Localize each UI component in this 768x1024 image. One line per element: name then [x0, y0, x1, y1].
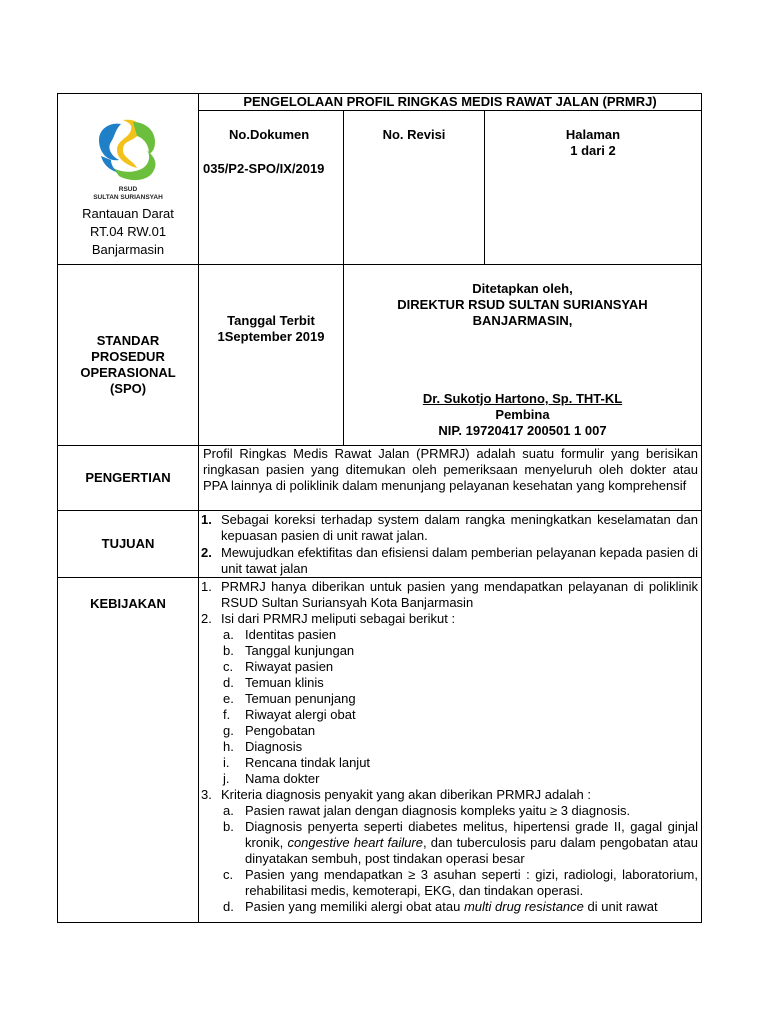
halaman-value: 1 dari 2 — [570, 143, 616, 158]
spo-document — [57, 93, 701, 923]
sublist-letter: e. — [223, 691, 234, 706]
tanggal-terbit-value: 1September 2019 — [217, 329, 325, 344]
sublist-item — [199, 659, 698, 675]
logo-cell — [58, 94, 199, 265]
address-line-2: RT.04 RW.01 — [89, 224, 167, 239]
list-item — [199, 579, 698, 611]
list-item — [199, 512, 698, 544]
criteria-letter: c. — [223, 867, 234, 882]
spo-label-cell — [58, 265, 199, 446]
sublist-text: Tanggal kunjungan — [245, 643, 355, 658]
sublist-letter: c. — [223, 659, 234, 674]
sublist-text: Pengobatan — [245, 723, 316, 738]
sublist-text: Temuan penunjang — [245, 691, 356, 706]
no-revisi-cell — [344, 111, 485, 265]
sublist-text: Temuan klinis — [245, 675, 324, 690]
sublist-item — [199, 755, 698, 771]
direktur-name: Dr. Sukotjo Hartono, Sp. THT-KL — [422, 391, 623, 406]
list-number: 2. — [201, 611, 212, 626]
list-text: Sebagai koreksi terhadap system dalam rangka meningkatkan keselamatan dan kepuasan pasien di unit rawat jalan. — [221, 512, 698, 543]
sublist-item — [199, 739, 698, 755]
sublist-text: Nama dokter — [245, 771, 320, 786]
criteria-letter: d. — [223, 899, 234, 914]
sublist-letter: d. — [223, 675, 234, 690]
criteria-text-part: Pasien yang memiliki alergi obat atau — [245, 899, 464, 914]
hospital-logo — [93, 116, 163, 186]
list-item — [199, 787, 698, 803]
spo-table — [57, 93, 702, 923]
sublist-item — [199, 691, 698, 707]
sublist-item — [199, 627, 698, 643]
criteria-item — [199, 899, 698, 915]
halaman-cell — [485, 111, 702, 265]
list-text: Mewujudkan efektifitas dan efisiensi dalam pemberian pelayanan kepada pasien di unit tawat jalan — [221, 545, 698, 576]
logo-text-rsud: RSUD — [118, 186, 138, 193]
spo-line-1: STANDAR — [96, 333, 160, 348]
sublist-item — [199, 675, 698, 691]
address-line-3: Banjarmasin — [91, 242, 165, 257]
sublist-text: Diagnosis — [245, 739, 303, 754]
list-item — [199, 611, 698, 627]
list-item — [199, 545, 698, 577]
sublist-text: Riwayat pasien — [245, 659, 334, 674]
sublist-letter: i. — [223, 755, 230, 770]
criteria-text-italic: multi drug resistance — [463, 899, 584, 914]
list-number: 2. — [201, 545, 212, 560]
logo-text-name: SULTAN SURIANSYAH — [93, 194, 163, 201]
criteria-item — [199, 867, 698, 899]
no-dokumen-label: No.Dokumen — [229, 127, 310, 142]
sublist-text: Riwayat alergi obat — [245, 707, 356, 722]
list-number: 1. — [201, 579, 212, 594]
sublist-item — [199, 723, 698, 739]
criteria-text-italic: congestive heart failure — [287, 835, 423, 850]
kebijakan-content — [199, 578, 702, 923]
direktur-title: DIREKTUR RSUD SULTAN SURIANSYAH — [397, 297, 648, 312]
no-dokumen-cell — [199, 111, 344, 265]
ditetapkan-oleh: Ditetapkan oleh, — [472, 281, 573, 296]
criteria-text-part: Diagnosis penyerta seperti diabetes melitus, hipertensi grade II, gagal ginjal kronik, — [245, 819, 698, 850]
criteria-letter: b. — [223, 819, 234, 834]
criteria-item — [199, 819, 698, 867]
sublist-letter: j. — [223, 771, 230, 786]
spo-line-2: PROSEDUR — [91, 349, 165, 364]
no-dokumen-value: 035/P2-SPO/IX/2019 — [203, 161, 325, 176]
halaman-label: Halaman — [565, 127, 621, 142]
kebijakan-sublist — [199, 627, 698, 787]
tujuan-label: TUJUAN — [58, 511, 199, 578]
sublist-item — [199, 643, 698, 659]
list-text: Isi dari PRMRJ meliputi sebagai berikut : — [221, 611, 456, 626]
direktur-jabatan: Pembina — [495, 407, 550, 422]
sublist-letter: f. — [223, 707, 231, 722]
pengesahan-cell — [344, 265, 702, 446]
pengertian-label: PENGERTIAN — [58, 446, 199, 511]
criteria-item — [199, 803, 698, 819]
kebijakan-label: KEBIJAKAN — [58, 578, 199, 923]
sublist-text: Rencana tindak lanjut — [245, 755, 371, 770]
tanggal-terbit-label: Tanggal Terbit — [227, 313, 315, 328]
tujuan-content — [199, 511, 702, 578]
criteria-text — [245, 899, 698, 915]
sublist-letter: g. — [223, 723, 234, 738]
spo-line-4: (SPO) — [109, 381, 147, 396]
criteria-text-part: , dan tuberculosis paru dalam pengobatan atau dinyatakan sembuh, post tindakan operasi besar — [245, 835, 698, 866]
criteria-text: Pasien yang mendapatkan ≥ 3 asuhan seperti : gizi, radiologi, laboratorium, rehabilitasi medis, kemoterapi, EKG, dan tindakan operasi. — [245, 867, 698, 898]
tanggal-terbit-cell — [199, 265, 344, 446]
criteria-letter: a. — [223, 803, 234, 818]
sublist-text: Identitas pasien — [245, 627, 337, 642]
list-text: PRMRJ hanya diberikan untuk pasien yang mendapatkan pelayanan di poliklinik RSUD Sultan Suriansyah Kota Banjarmasin — [221, 579, 698, 610]
pengertian-text: Profil Ringkas Medis Rawat Jalan (PRMRJ) adalah suatu formulir yang berisikan ringkasan pasien yang ditemukan oleh pemeriksaan menyeluruh oleh dokter atau PPA lainnya di poliklinik dalam menunjang pelayanan kesehatan yang komprehensif — [199, 446, 702, 511]
criteria-text-part: di unit rawat — [583, 899, 658, 914]
document-title: PENGELOLAAN PROFIL RINGKAS MEDIS RAWAT JALAN (PRMRJ) — [199, 94, 702, 111]
list-number: 3. — [201, 787, 212, 802]
sublist-letter: h. — [223, 739, 234, 754]
criteria-text — [245, 819, 698, 867]
list-number: 1. — [201, 512, 212, 527]
list-text: Kriteria diagnosis penyakit yang akan diberikan PRMRJ adalah : — [221, 787, 591, 802]
address-line-1: Rantauan Darat — [82, 206, 174, 221]
spo-line-3: OPERASIONAL — [80, 365, 176, 380]
sublist-letter: a. — [223, 627, 234, 642]
direktur-nip: NIP. 19720417 200501 1 007 — [438, 423, 607, 438]
no-revisi-label: No. Revisi — [382, 127, 446, 142]
sublist-letter: b. — [223, 643, 234, 658]
sublist-item — [199, 707, 698, 723]
direktur-kota: BANJARMASIN, — [472, 313, 573, 328]
sublist-item — [199, 771, 698, 787]
criteria-text: Pasien rawat jalan dengan diagnosis kompleks yaitu ≥ 3 diagnosis. — [245, 803, 631, 818]
